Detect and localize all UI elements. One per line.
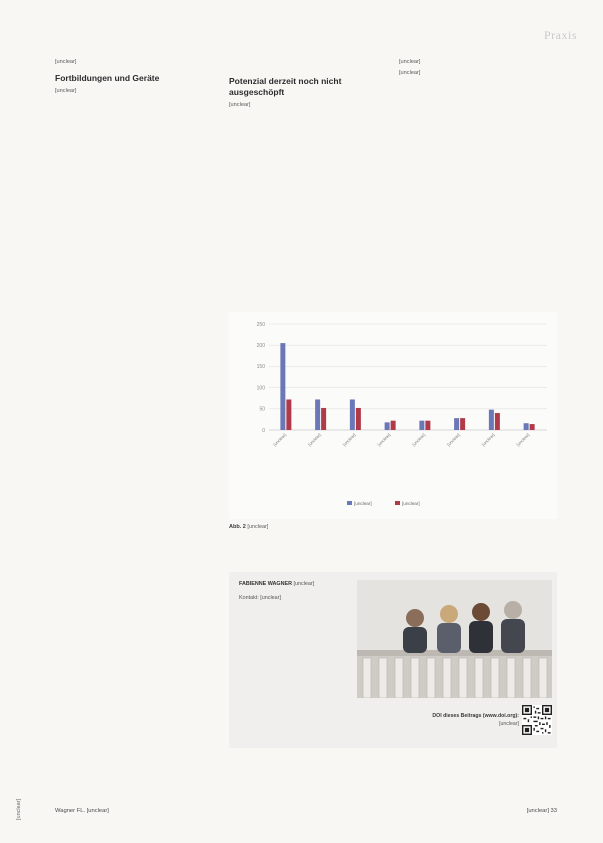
photo-illustration [357, 580, 552, 698]
author-bio: [unclear] [293, 581, 315, 587]
doi-info [389, 713, 519, 729]
author-name: FABIENNE WAGNER [239, 581, 293, 587]
bar-series-2 [321, 408, 326, 430]
bar-series-2 [530, 424, 535, 430]
footer-citation: Wagner FL. [unclear] [55, 808, 109, 814]
legend-swatch [395, 501, 400, 505]
bar-series-2 [286, 399, 291, 430]
bar-series-2 [425, 421, 430, 430]
col2-heading: Potenzial derzeit noch nicht ausgeschöpft [229, 76, 342, 97]
footer-journal: [unclear] 33 [526, 808, 557, 814]
bar-series-1 [454, 418, 459, 430]
section-header: Praxis [544, 28, 577, 42]
author-info [239, 580, 351, 603]
y-tick-label: 200 [256, 343, 265, 349]
column-1 [55, 58, 213, 98]
author-box [229, 572, 557, 748]
bar-series-2 [356, 408, 361, 430]
author-contact: Kontakt: [unclear] [239, 595, 281, 602]
author-photo [357, 580, 552, 698]
y-tick-label: 0 [262, 427, 265, 434]
bar-series-1 [315, 399, 320, 430]
legend-label: [unclear] [402, 501, 420, 506]
y-tick-label: 100 [256, 385, 265, 392]
column-2 [229, 58, 387, 112]
x-tick-label: [unclear] [341, 432, 357, 448]
copyright-sidebar [10, 40, 24, 820]
x-tick-label: [unclear] [411, 432, 427, 448]
bar-series-1 [524, 423, 529, 430]
x-tick-label: [unclear] [306, 432, 322, 448]
col3-paragraph-1: [unclear] [399, 59, 421, 65]
legend-label: [unclear] [354, 501, 372, 506]
column-3 [399, 58, 557, 79]
bar-series-1 [350, 399, 355, 430]
y-tick-label: 250 [256, 321, 265, 328]
caption-text: [unclear] [247, 524, 269, 530]
x-tick-label: [unclear] [515, 432, 531, 448]
bar-chart [229, 312, 557, 519]
bar-series-1 [385, 422, 390, 430]
bar-series-1 [280, 343, 285, 430]
bar-series-2 [495, 413, 500, 430]
col1-heading: Fortbildungen und Geräte [55, 72, 160, 83]
qr-svg [522, 705, 552, 735]
copyright-text: [unclear] [16, 798, 22, 820]
x-tick-label: [unclear] [272, 432, 288, 448]
col3-paragraph-2: [unclear] [399, 69, 421, 76]
chart-svg [229, 312, 557, 519]
figure-caption [229, 523, 557, 531]
bar-series-2 [391, 421, 396, 430]
col1-paragraph-2: [unclear] [55, 88, 77, 95]
legend-swatch [347, 501, 352, 505]
y-tick-label: 50 [259, 406, 265, 413]
col1-paragraph-1: [unclear] [55, 59, 77, 65]
caption-label: Abb. 2 [229, 524, 246, 530]
bar-series-2 [460, 418, 465, 430]
x-tick-label: [unclear] [445, 432, 461, 448]
x-tick-label: [unclear] [480, 432, 496, 448]
doi-title: DOI dieses Beitrags (www.doi.org): [432, 713, 519, 719]
y-tick-label: 150 [256, 364, 265, 371]
col2-paragraph-1: [unclear] [229, 102, 251, 109]
qr-code-icon [522, 705, 552, 735]
bar-series-1 [419, 421, 424, 430]
doi-value: [unclear] [499, 720, 519, 727]
x-tick-label: [unclear] [376, 432, 392, 448]
bar-series-1 [489, 410, 494, 430]
